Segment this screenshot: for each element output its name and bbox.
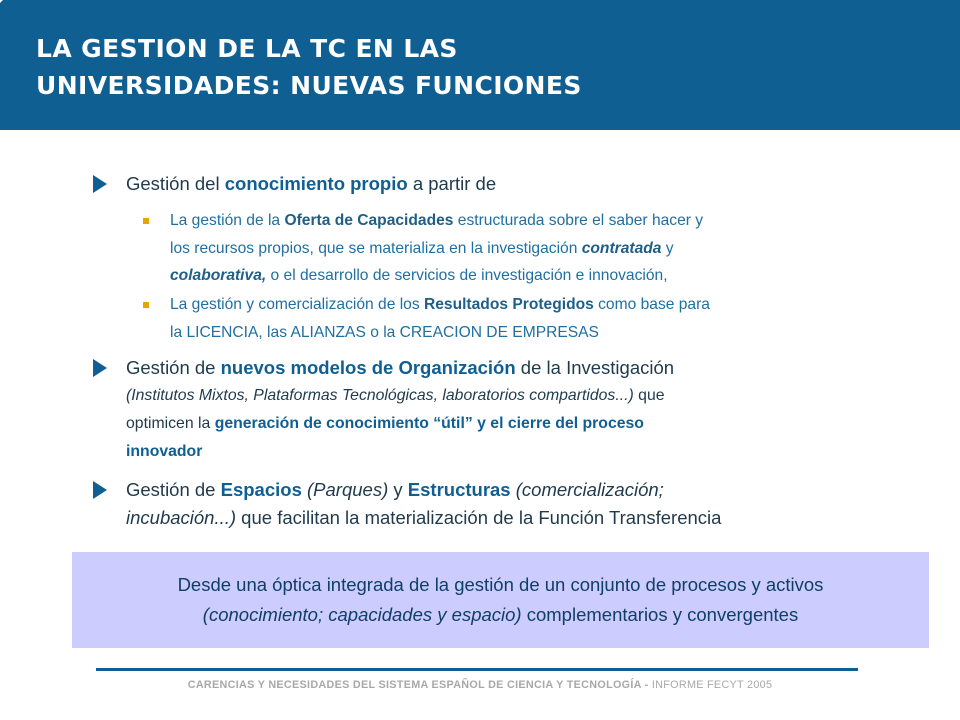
subbullet-highlight: colaborativa, <box>170 267 267 284</box>
summary-text: complementarios y convergentes <box>521 604 799 625</box>
subbullet-text: y <box>661 239 674 257</box>
bullet-italic: (comercialización; <box>510 479 664 500</box>
subbullet-highlight: contratada <box>581 239 662 257</box>
footer-caption <box>0 679 960 691</box>
bullet-espacios-estructuras <box>126 476 926 532</box>
summary-line-2 <box>203 600 798 630</box>
summary-italic: (conocimiento; capacidades y espacio) <box>202 604 522 625</box>
bullet-conocimiento-propio <box>126 170 926 198</box>
bullet-line-2 <box>126 382 926 410</box>
subbullet-text: La gestión y comercialización de los <box>170 296 424 313</box>
bullet-text: optimicen la <box>126 415 215 432</box>
subbullet-line-1 <box>170 291 910 319</box>
subbullet-oferta-capacidades <box>170 207 910 290</box>
bullet-italic: (Institutos Mixtos, Plataformas Tecnológicas, laboratorios compartidos...) <box>126 387 634 404</box>
bullet-highlight: conocimiento propio <box>224 173 408 194</box>
bullet-text: Gestión de <box>126 479 221 500</box>
arrow-bullet-icon <box>93 359 107 377</box>
bullet-italic: incubación...) <box>126 507 237 528</box>
title-line-1: LA GESTION DE LA TC EN LAS <box>36 34 458 63</box>
title-line-2: UNIVERSIDADES: NUEVAS FUNCIONES <box>36 71 582 100</box>
bullet-text: Gestión de <box>126 357 221 378</box>
subbullet-text: los recursos propios, que se materializa en la investigación <box>170 239 582 257</box>
bullet-line-2 <box>126 504 926 532</box>
summary-line-1: Desde una óptica integrada de la gestión de un conjunto de procesos y activos <box>177 574 824 595</box>
footer-main-text: CARENCIAS Y NECESIDADES DEL SISTEMA ESPAÑOL DE CIENCIA Y TECNOLOGÍA - <box>187 679 652 691</box>
subbullet-line-2 <box>170 235 910 263</box>
bullet-text: y <box>388 479 408 500</box>
bullet-text: de la Investigación <box>515 357 675 378</box>
subbullet-line-1 <box>170 207 910 235</box>
square-bullet-icon <box>143 218 149 224</box>
subbullet-highlight: Resultados Protegidos <box>423 296 594 313</box>
bullet-nuevos-modelos <box>126 354 926 466</box>
footer-divider <box>96 668 858 671</box>
bullet-text: a partir de <box>407 173 497 194</box>
bullet-highlight: Espacios <box>220 479 302 500</box>
bullet-text: que facilitan la materialización de la Función Transferencia <box>236 507 722 528</box>
subbullet-text: estructurada sobre el saber hacer y <box>453 212 704 229</box>
subbullet-text: como base para <box>593 296 710 313</box>
arrow-bullet-icon <box>93 481 107 499</box>
header-corner <box>0 0 3 3</box>
summary-box <box>72 552 929 648</box>
bullet-text: Gestión del <box>126 173 225 194</box>
arrow-bullet-icon <box>93 175 107 193</box>
bullet-line-4 <box>126 438 926 466</box>
subbullet-line-2: la LICENCIA, las ALIANZAS o la CREACION DE EMPRESAS <box>170 323 599 341</box>
bullet-highlight: nuevos modelos de Organización <box>220 357 516 378</box>
bullet-line-3 <box>126 410 926 438</box>
bullet-line-1 <box>126 354 926 382</box>
bullet-italic: (Parques) <box>301 479 389 500</box>
header-bar <box>0 0 960 130</box>
subbullet-line-3 <box>170 262 910 290</box>
bullet-highlight: Estructuras <box>407 479 511 500</box>
page-title <box>36 30 582 104</box>
footer-publication: INFORME FECYT 2005 <box>651 679 773 691</box>
square-bullet-icon <box>143 302 149 308</box>
bullet-highlight: innovador <box>126 443 203 460</box>
subbullet-text: o el desarrollo de servicios de investigación e innovación, <box>266 267 668 284</box>
bullet-line-1 <box>126 476 926 504</box>
subbullet-highlight: Oferta de Capacidades <box>284 212 454 229</box>
subbullet-resultados-protegidos <box>170 291 910 346</box>
subbullet-text: La gestión de la <box>170 212 285 229</box>
bullet-text: que <box>633 387 665 404</box>
bullet-highlight: generación de conocimiento “útil” y el cierre del proceso <box>214 415 644 432</box>
